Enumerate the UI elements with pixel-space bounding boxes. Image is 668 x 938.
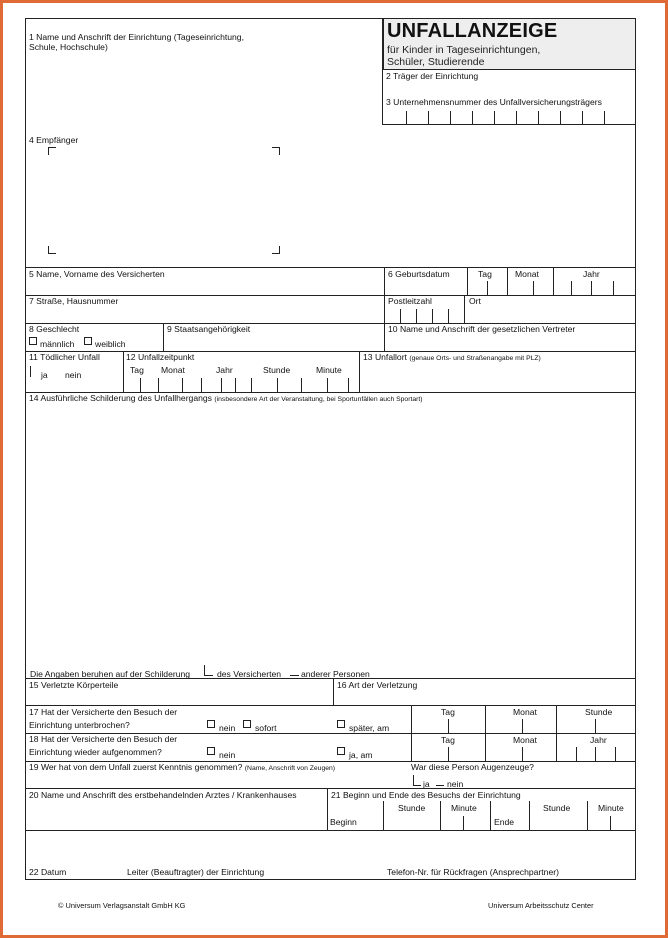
field-9-label: 9 Staatsangehörigkeit [167,324,251,334]
f17-month-label: Monat [513,707,537,717]
corner-mark-bl [48,246,56,254]
statement-source-label: Die Angaben beruhen auf der Schilderung [30,669,191,679]
field-17-label-2: Einrichtung unterbrochen? [29,720,130,730]
field-8-label: 8 Geschlecht [29,324,80,334]
end-minute-label: Minute [598,803,624,813]
birth-date-input[interactable] [467,281,636,295]
source-others-label[interactable]: anderer Personen [301,669,370,679]
city-label: Ort [469,296,481,306]
interrupted-later-checkbox[interactable] [337,720,345,728]
begin-minute-label: Minute [451,803,477,813]
time-month-label: Monat [161,365,185,375]
form-title: UNFALLANZEIGE [387,20,558,42]
field-19-label: 19 Wer hat von dem Unfall zuerst Kenntnis genommen? (Name, Anschrift von Zeugen) [29,762,336,772]
f18-day-label: Tag [441,735,455,745]
eyewitness-no-label[interactable]: nein [447,779,464,789]
field-1-input[interactable] [26,55,382,122]
end-label: Ende [494,817,515,827]
interrupted-no-label: nein [219,723,236,733]
field-20-label: 20 Name und Anschrift des erstbehandelnden Arztes / Krankenhauses [29,790,297,800]
accident-time-input[interactable] [123,378,359,392]
field-22-date-label: 22 Datum [29,867,67,877]
resumed-yes-checkbox[interactable] [337,747,345,755]
field-5-input[interactable] [26,280,384,294]
postal-code-input[interactable] [384,309,464,323]
field-18-label: 18 Hat der Versicherte den Besuch der [29,734,178,744]
resumed-no-label: nein [219,750,236,760]
end-hour-label: Stunde [543,803,571,813]
f18-date-input[interactable] [411,747,636,761]
signature-label: Leiter (Beauftragter) der Einrichtung [127,867,265,877]
female-label: weiblich [95,339,126,349]
male-checkbox[interactable] [29,337,37,345]
field-7-input[interactable] [26,307,384,322]
field-14-textarea[interactable] [26,405,636,665]
field-1-label-2: Schule, Hochschule) [29,42,108,52]
interrupted-no-checkbox[interactable] [207,720,215,728]
male-label: männlich [40,339,75,349]
title-box [383,18,636,70]
field-18-label-2: Einrichtung wieder aufgenommen? [29,747,162,757]
field-12-label: 12 Unfallzeitpunkt [126,352,195,362]
birth-month-label: Monat [515,269,539,279]
time-year-label: Jahr [216,365,233,375]
accident-report-form [25,18,636,880]
form-subtitle-1: für Kinder in Tageseinrichtungen, [387,44,541,56]
time-day-label: Tag [130,365,144,375]
resumed-yes-label: ja, am [349,750,373,760]
field-2-input[interactable] [383,82,636,94]
postal-code-label: Postleitzahl [388,296,432,306]
city-input[interactable] [465,309,636,323]
field-16-label: 16 Art der Verletzung [337,680,418,690]
footer-publisher: © Universum Verlagsanstalt GmbH KG [58,901,186,910]
begin-label: Beginn [330,817,357,827]
attendance-time-input[interactable] [383,816,636,830]
corner-mark-tl [48,147,56,155]
field-7-label: 7 Straße, Hausnummer [29,296,119,306]
field-13-label: 13 Unfallort (genaue Orts- und Straßenangabe mit PLZ) [363,352,541,362]
corner-mark-br [272,246,280,254]
field-14-label: 14 Ausführliche Schilderung des Unfallhergangs (insbesondere Art der Veranstaltung, bei Sportunfällen auch Sportart) [29,393,423,403]
fatal-no-label[interactable]: nein [65,370,82,380]
field-19-input[interactable] [26,774,406,788]
corner-mark-tr [272,147,280,155]
field-13-input[interactable] [360,364,636,391]
field-11-label: 11 Tödlicher Unfall [29,352,100,362]
female-checkbox[interactable] [84,337,92,345]
f18-month-label: Monat [513,735,537,745]
field-17-label: 17 Hat der Versicherte den Besuch der [29,707,178,717]
field-15-input[interactable] [26,691,333,704]
time-hour-label: Stunde [263,365,291,375]
f17-day-label: Tag [441,707,455,717]
source-insured-label[interactable]: des Versicherten [217,669,282,679]
field-3-digit-ticks[interactable] [383,111,636,124]
field-5-label: 5 Name, Vorname des Versicherten [29,269,165,279]
footer-brand: Universum Arbeitsschutz Center [488,901,594,910]
birth-year-label: Jahr [583,269,600,279]
phone-label: Telefon-Nr. für Rückfragen (Ansprechpartner) [387,867,559,877]
eyewitness-yes-label[interactable]: ja [423,779,430,789]
fatal-yes-label[interactable]: ja [41,370,48,380]
field-16-input[interactable] [334,691,636,704]
field-10-input[interactable] [385,335,636,350]
eyewitness-label: War diese Person Augenzeuge? [411,762,534,772]
signature-area[interactable] [26,831,636,865]
f18-year-label: Jahr [590,735,607,745]
field-9-input[interactable] [164,335,384,350]
begin-hour-label: Stunde [398,803,426,813]
field-21-label: 21 Beginn und Ende des Besuchs der Einrichtung [331,790,521,800]
f17-date-input[interactable] [411,719,636,733]
birth-day-label: Tag [478,269,492,279]
time-minute-label: Minute [316,365,342,375]
field-1-label: 1 Name und Anschrift der Einrichtung (Tageseinrichtung, [29,32,244,42]
field-2-label: 2 Träger der Einrichtung [386,71,479,81]
field-20-input[interactable] [26,801,326,829]
resumed-no-checkbox[interactable] [207,747,215,755]
field-10-label: 10 Name und Anschrift der gesetzlichen Vertreter [388,324,576,334]
interrupted-immediately-label: sofort [255,723,277,733]
field-15-label: 15 Verletzte Körperteile [29,680,119,690]
field-3-label: 3 Unternehmensnummer des Unfallversicherungsträgers [386,97,602,107]
field-4-label: 4 Empfänger [29,135,79,145]
interrupted-later-label: später, am [349,723,390,733]
form-subtitle-2: Schüler, Studierende [387,56,485,68]
recipient-address-window[interactable] [48,147,280,254]
interrupted-immediately-checkbox[interactable] [243,720,251,728]
f17-hour-label: Stunde [585,707,613,717]
field-6-label: 6 Geburtsdatum [388,269,450,279]
